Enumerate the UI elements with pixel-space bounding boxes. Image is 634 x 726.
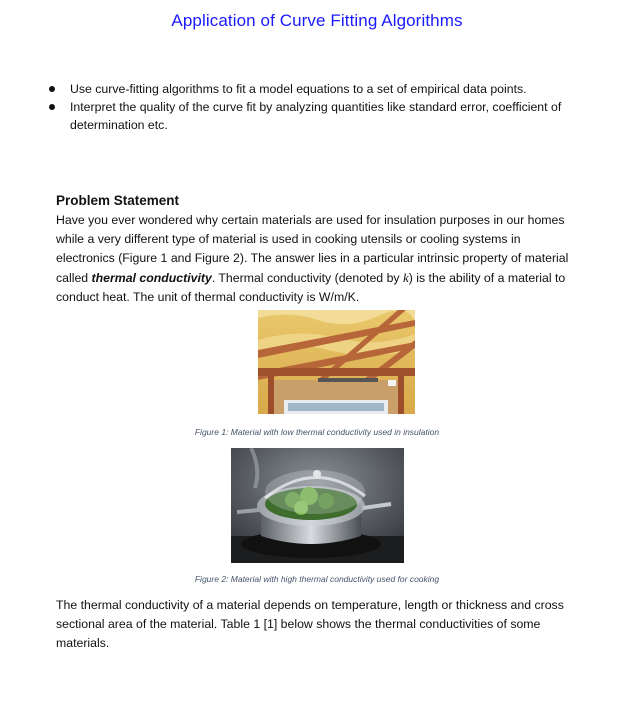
objective-item: Use curve-fitting algorithms to fit a model equations to a set of empirical data points. <box>46 80 566 98</box>
page-title: Application of Curve Fitting Algorithms <box>171 11 463 30</box>
paragraph-text: Have you ever wondered why certain materials are used for insulation purposes in our homes while a very different type of material is used in cooking utensils or cooling systems in electronics (Figure 1 and Figure 2). The answer lies in a particular intrinsic property of material called <box>56 213 569 285</box>
emphasis-term: thermal conductivity <box>91 271 212 285</box>
paragraph-text: . Thermal conductivity (denoted by <box>211 271 403 285</box>
figure-caption: Figure 2: Material with high thermal conductivity used for cooking <box>194 574 440 584</box>
section-heading: Problem Statement <box>56 193 180 208</box>
problem-paragraph <box>56 211 581 307</box>
symbol-k: k <box>402 270 409 285</box>
conductivity-paragraph: The thermal conductivity of a material depends on temperature, length or thickness and cross sectional area of the material. Table 1 [1] below shows the thermal conductivities of some materials. <box>56 598 564 650</box>
figure-cooking-image <box>231 448 404 563</box>
objectives-list <box>46 80 566 134</box>
figure-caption: Figure 1: Material with low thermal conductivity used in insulation <box>194 427 440 437</box>
paragraph-text: ) is the ability of a material to conduct heat. The unit of thermal conductivity is W/m/K. <box>56 271 566 304</box>
figure-insulation-image <box>258 310 415 414</box>
objective-item: Interpret the quality of the curve fit by analyzing quantities like standard error, coefficient of determination etc. <box>46 98 566 134</box>
